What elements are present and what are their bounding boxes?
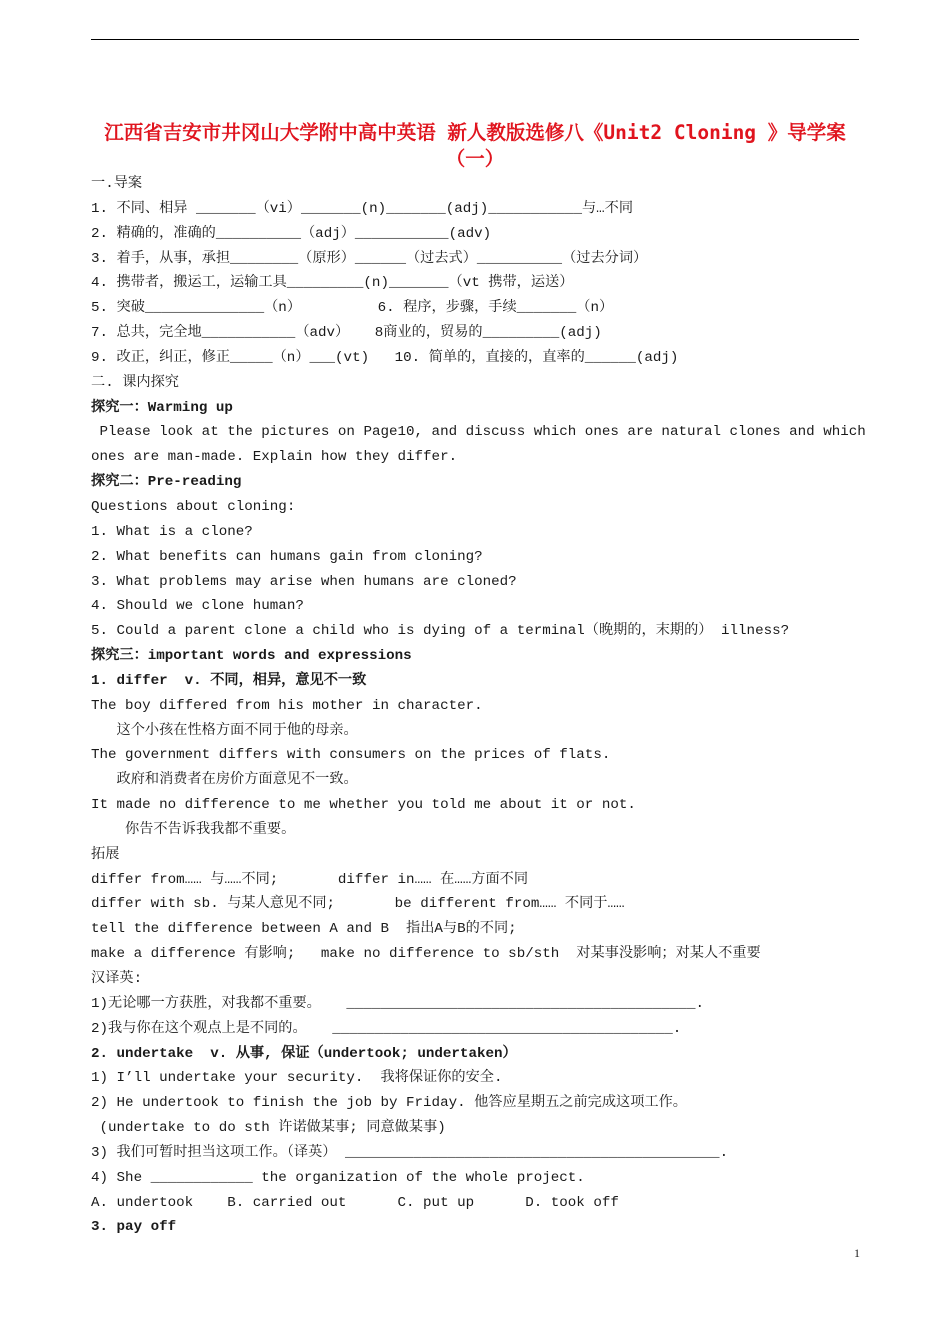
text-line: 3. What problems may arise when humans are cloned? xyxy=(91,573,517,590)
text-line: 4) She ____________ the organization of the whole project. xyxy=(91,1169,585,1186)
text-line: Please look at the pictures on Page10, and discuss which ones are natural clones and which xyxy=(91,424,866,441)
section-heading: 探究三：important words and expressions xyxy=(91,648,412,665)
text-line: 1)无论哪一方获胜，对我都不重要。 _________________________________________. xyxy=(91,995,704,1012)
text-line: 5. 突破______________（n） 6. 程序，步骤，手续_______（n） xyxy=(91,300,614,317)
text-line: 3. 着手，从事，承担________（原形）______（过去式）__________（过去分词） xyxy=(91,250,648,267)
text-line: 这个小孩在性格方面不同于他的母亲。 xyxy=(91,722,358,739)
text-line: 9. 改正，纠正，修正_____（n）___(vt) 10. 简单的，直接的，直率的______(adj) xyxy=(91,349,679,366)
text-line: The government differs with consumers on the prices of flats. xyxy=(91,747,611,764)
text-line: 政府和消费者在房价方面意见不一致。 xyxy=(91,772,358,789)
word-heading: 3. pay off xyxy=(91,1219,177,1236)
text-line: 2) He undertook to finish the job by Friday. 他答应星期五之前完成这项工作。 xyxy=(91,1095,687,1112)
text-line: ones are man-made. Explain how they differ. xyxy=(91,449,458,466)
text-line: 2)我与你在这个观点上是不同的。 ________________________________________. xyxy=(91,1020,682,1037)
text-line: 一.导案 xyxy=(91,176,143,192)
text-line: 3) 我们可暂时担当这项工作。（译英） ____________________________________________. xyxy=(91,1144,729,1161)
header-rule xyxy=(91,39,859,40)
text-line: 4. 携带者，搬运工，运输工具_________(n)_______（vt 携带，运送） xyxy=(91,275,574,292)
text-line: 拓展 xyxy=(91,846,120,863)
text-line: 5. Could a parent clone a child who is dying of a terminal（晚期的，末期的） illness? xyxy=(91,623,790,640)
section-heading: 探究一：Warming up xyxy=(91,399,233,416)
text-line: The boy differed from his mother in character. xyxy=(91,697,483,714)
text-line: 2. 精确的，准确的__________（adj）___________(adv) xyxy=(91,225,492,242)
text-line: differ from…… 与……不同; differ in…… 在……方面不同 xyxy=(91,871,529,888)
document-title: 江西省吉安市井冈山大学附中高中英语 新人教版选修八《Unit2 Cloning 》导学案（一） xyxy=(104,121,846,170)
text-line: 7. 总共，完全地___________（adv） 8商业的，贸易的_________(adj) xyxy=(91,325,602,342)
text-line: 4. Should we clone human? xyxy=(91,598,304,615)
text-line: 1. What is a clone? xyxy=(91,523,253,540)
text-line: 2. What benefits can humans gain from cloning? xyxy=(91,548,483,565)
text-line: make a difference 有影响; make no difference to sb/sth 对某事没影响；对某人不重要 xyxy=(91,946,761,963)
text-line: (undertake to do sth 许诺做某事; 同意做某事) xyxy=(91,1120,446,1137)
text-line: 你告不告诉我我都不重要。 xyxy=(91,821,296,838)
text-line: tell the difference between A and B 指出A与B的不同; xyxy=(91,921,517,938)
text-line: Questions about cloning: xyxy=(91,498,296,515)
text-line: A. undertook B. carried out C. put up D. took off xyxy=(91,1194,619,1211)
document-body xyxy=(91,172,866,1240)
word-heading: 2. undertake v. 从事, 保证（undertook; undertaken） xyxy=(91,1045,517,1062)
word-heading: 1. differ v. 不同，相异，意见不一致 xyxy=(91,672,367,689)
section-heading: 探究二：Pre-reading xyxy=(91,474,242,491)
text-line: 1. 不同、相异 _______（vi）_______(n)_______(adj)___________与…不同 xyxy=(91,200,634,217)
text-line: differ with sb. 与某人意见不同; be different from…… 不同于…… xyxy=(91,896,625,913)
text-line: 二. 课内探究 xyxy=(91,374,179,391)
text-line: 汉译英: xyxy=(91,971,143,987)
text-line: 1) I’ll undertake your security. 我将保证你的安全. xyxy=(91,1070,503,1087)
text-line: It made no difference to me whether you told me about it or not. xyxy=(91,797,636,814)
page-number: 1 xyxy=(854,1246,860,1260)
